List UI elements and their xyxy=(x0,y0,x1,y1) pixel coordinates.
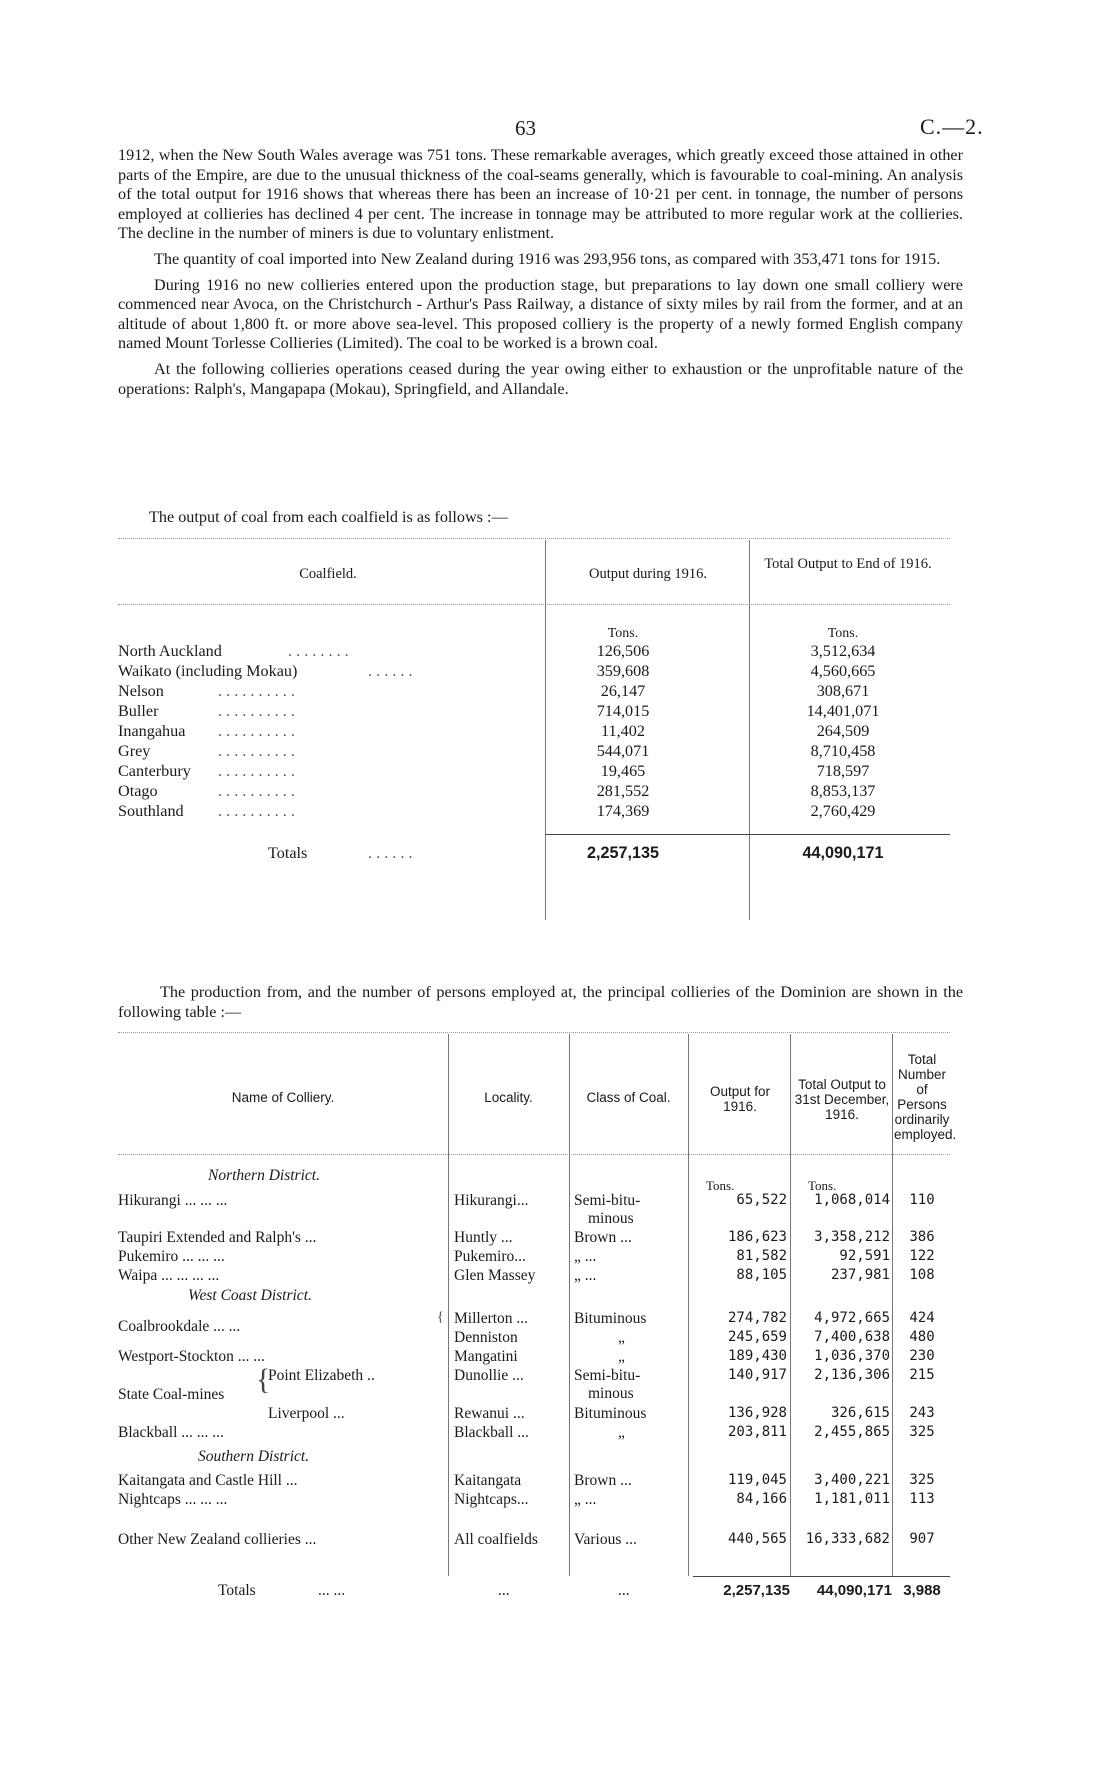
coalfield-name: North Auckland xyxy=(118,642,222,660)
section-west-coast: West Coast District. xyxy=(188,1287,312,1304)
locality: All coalfields xyxy=(454,1531,538,1548)
totals-total: 44,090,171 xyxy=(816,1582,892,1599)
table-row xyxy=(118,722,950,742)
table-row xyxy=(118,1472,950,1492)
persons-value: 424 xyxy=(909,1310,935,1326)
paragraph-3: During 1916 no new collieries entered upon the production stage, but preparations to lay down one small colliery were commenced near Avoca, on the Christchurch - Arthur's Pass Railway, a distance of sixty miles by rail from the former, and at an altitude of about 1,800 ft. or more above sea-level. This proposed colliery is the property of a newly formed English company named Mount Torlesse Collieries (Limited). The coal to be worked is a brown coal. xyxy=(118,275,963,353)
table-row xyxy=(118,1229,950,1249)
output-value: 189,430 xyxy=(727,1348,787,1364)
coal-class: Semi-bitu- xyxy=(574,1192,641,1209)
paragraph-2: The quantity of coal imported into New Zealand during 1916 was 293,956 tons, as compared with 353,471 tons for 1915. xyxy=(154,249,941,268)
table-rule xyxy=(118,1032,950,1033)
persons-value: 230 xyxy=(909,1348,935,1364)
persons-value: 113 xyxy=(909,1491,935,1507)
coal-class-cont: minous xyxy=(588,1385,634,1402)
coal-class: Various ... xyxy=(574,1531,637,1548)
table-row xyxy=(118,802,950,822)
header-coalfield: Coalfield. xyxy=(299,566,357,582)
header-rule xyxy=(118,1154,950,1155)
persons-value: 386 xyxy=(909,1229,935,1245)
table-row xyxy=(118,1424,950,1444)
totals-output: 2,257,135 xyxy=(723,1582,790,1599)
total-value: 2,136,306 xyxy=(814,1367,890,1383)
total-value: 3,512,634 xyxy=(810,642,876,660)
table-row xyxy=(118,642,950,662)
total-value: 2,760,429 xyxy=(810,802,876,820)
persons-value: 122 xyxy=(909,1248,935,1264)
output-value: 544,071 xyxy=(596,742,650,760)
locality: Millerton ... xyxy=(454,1310,529,1327)
persons-value: 325 xyxy=(909,1472,935,1488)
paragraph-4: At the following collieries operations ceased during the year owing either to exhaustion or the unprofitable nature of the operations: Ralph's, Mangapapa (Mokau), Springfield, and Allandale. xyxy=(118,359,963,398)
coalfield-output-table xyxy=(118,538,950,920)
table1-intro: The output of coal from each coalfield is as follows :— xyxy=(149,508,508,526)
output-value: 281,552 xyxy=(596,782,650,800)
coalfield-name: Waikato (including Mokau) xyxy=(118,662,298,680)
header-total: Total Output to End of 1916. xyxy=(764,556,932,572)
units-output: Tons. xyxy=(706,1178,735,1193)
totals-rule xyxy=(693,1576,950,1577)
leader-dots: . . . . . . xyxy=(368,844,413,862)
output-value: 140,917 xyxy=(727,1367,787,1383)
total-value: 16,333,682 xyxy=(805,1531,890,1547)
state-coal-mines-label: State Coal-mines xyxy=(118,1386,225,1403)
total-value: 237,981 xyxy=(830,1267,890,1283)
totals-persons: 3,988 xyxy=(903,1582,941,1599)
paragraph-1: 1912, when the New South Wales average was 751 tons. These remarkable averages, which greatly exceed those attained in other parts of the Empire, are due to the unusual thickness of the coal-seams generally, which is favourable to coal-mining. An analysis of the total output for 1916 shows that whereas there has been an increase of 10·21 per cent. in tonnage, the number of persons employed at collieries has declined 4 per cent. The increase in tonnage may be attributed to more regular work at the collieries. The decline in the number of miners is due to voluntary enlistment. xyxy=(118,146,963,243)
leader-dots: . . . . . . . . . . xyxy=(218,722,295,740)
colliery-name: Taupiri Extended and Ralph's ... xyxy=(118,1229,317,1246)
leader-dots: . . . . . . . . . . xyxy=(218,802,295,820)
coal-class: Bituminous xyxy=(574,1310,647,1327)
output-value: 19,465 xyxy=(600,762,646,780)
body-text xyxy=(118,146,963,405)
table-row xyxy=(118,1531,950,1551)
document-code: C.—2. xyxy=(920,114,984,139)
total-value: 14,401,071 xyxy=(806,702,880,720)
colliery-name: Pukemiro ... ... ... xyxy=(118,1248,225,1265)
header-persons: Total Number of Persons ordinarily employed. xyxy=(894,1052,957,1142)
table-row xyxy=(118,1348,950,1368)
table-row xyxy=(118,1248,950,1268)
leader-dots: . . . . . . . . . . xyxy=(218,702,295,720)
locality: Blackball ... xyxy=(454,1424,529,1441)
leader-dots: . . . . . . . . . . xyxy=(218,682,295,700)
colliery-name: Blackball ... ... ... xyxy=(118,1424,224,1441)
total-value: 4,972,665 xyxy=(814,1310,890,1326)
header-output: Output for 1916. xyxy=(709,1084,771,1114)
totals-class: ... xyxy=(618,1582,630,1599)
totals-row xyxy=(118,1582,950,1608)
output-value: 88,105 xyxy=(736,1267,787,1283)
locality: Denniston xyxy=(454,1329,518,1346)
table2-intro-text: The production from, and the number of persons employed at, the principal collieries of the Dominion are shown in the following table :— xyxy=(118,983,963,1021)
brace-icon: { xyxy=(256,1363,271,1396)
output-value: 84,166 xyxy=(736,1491,787,1507)
colliery-name: Hikurangi ... ... ... xyxy=(118,1192,228,1209)
table-row xyxy=(118,782,950,802)
header-total: Total Output to 31st December, 1916. xyxy=(794,1077,890,1122)
persons-value: 907 xyxy=(909,1531,935,1547)
header-class: Class of Coal. xyxy=(586,1090,671,1105)
totals-locality: ... xyxy=(498,1582,510,1599)
total-value: 8,710,458 xyxy=(810,742,876,760)
locality: Rewanui ... xyxy=(454,1405,525,1422)
coal-class: Bituminous xyxy=(574,1405,647,1422)
totals-label: Totals xyxy=(268,844,308,862)
output-value: 65,522 xyxy=(736,1192,787,1208)
persons-value: 480 xyxy=(909,1329,935,1345)
total-value: 3,358,212 xyxy=(814,1229,890,1245)
state-coal-mines-label-row xyxy=(118,1386,950,1406)
table-row xyxy=(118,702,950,722)
brace-icon: { xyxy=(437,1310,444,1325)
total-value: 2,455,865 xyxy=(814,1424,890,1440)
output-value: 26,147 xyxy=(600,682,646,700)
coal-class: „ xyxy=(618,1348,625,1365)
total-value: 92,591 xyxy=(839,1248,890,1264)
locality: Pukemiro... xyxy=(454,1248,526,1265)
page-number: 63 xyxy=(515,116,536,140)
colliery-name: Kaitangata and Castle Hill ... xyxy=(118,1472,298,1489)
output-value: 359,608 xyxy=(596,662,650,680)
table-rule xyxy=(118,538,950,539)
total-value: 308,671 xyxy=(816,682,870,700)
header-rule xyxy=(118,604,950,605)
colliery-name: Point Elizabeth .. xyxy=(268,1367,375,1384)
coalfield-name: Nelson xyxy=(118,682,164,700)
locality: Hikurangi... xyxy=(454,1192,529,1209)
output-value: 119,045 xyxy=(727,1472,787,1488)
units-total: Tons. xyxy=(827,626,859,641)
persons-value: 110 xyxy=(909,1192,935,1208)
output-value: 186,623 xyxy=(727,1229,787,1245)
output-value: 11,402 xyxy=(601,722,645,740)
persons-value: 325 xyxy=(909,1424,935,1440)
table-row xyxy=(118,762,950,782)
colliery-name: Westport-Stockton ... ... xyxy=(118,1348,265,1365)
locality: Mangatini xyxy=(454,1348,518,1365)
coal-class: „ xyxy=(618,1424,625,1441)
total-value: 326,615 xyxy=(830,1405,890,1421)
output-value: 174,369 xyxy=(596,802,650,820)
table-row xyxy=(118,1329,950,1349)
coalfield-name: Southland xyxy=(118,802,184,820)
units-total: Tons. xyxy=(808,1178,837,1193)
colliery-name: Other New Zealand collieries ... xyxy=(118,1531,317,1548)
totals-rule xyxy=(546,834,950,835)
output-value: 274,782 xyxy=(727,1310,787,1326)
coal-class: „ xyxy=(618,1329,625,1346)
locality: Glen Massey xyxy=(454,1267,536,1284)
locality: Kaitangata xyxy=(454,1472,522,1489)
colliery-name: Coalbrookdale ... ... xyxy=(118,1318,241,1335)
table2-intro xyxy=(118,983,963,1022)
locality: Huntly ... xyxy=(454,1229,513,1246)
leader-dots: . . . . . . . . . . xyxy=(218,762,295,780)
colliery-name: Nightcaps ... ... ... xyxy=(118,1491,228,1508)
persons-value: 215 xyxy=(909,1367,935,1383)
total-value: 1,036,370 xyxy=(814,1348,890,1364)
persons-value: 108 xyxy=(909,1267,935,1283)
coal-class: Brown ... xyxy=(574,1229,632,1246)
table-row xyxy=(118,1267,950,1287)
total-value: 7,400,638 xyxy=(814,1329,890,1345)
table-row xyxy=(118,662,950,682)
coalfield-name: Inangahua xyxy=(118,722,186,740)
totals-label: Totals xyxy=(218,1582,256,1599)
coalfield-name: Canterbury xyxy=(118,762,191,780)
totals-output: 2,257,135 xyxy=(586,844,659,862)
output-value: 136,928 xyxy=(727,1405,787,1421)
leader-dots: . . . . . . . . xyxy=(288,642,349,660)
total-value: 264,509 xyxy=(816,722,870,740)
total-value: 718,597 xyxy=(816,762,870,780)
output-value: 714,015 xyxy=(596,702,650,720)
header-output: Output during 1916. xyxy=(588,566,707,582)
locality: Nightcaps... xyxy=(454,1491,529,1508)
coalfield-name: Grey xyxy=(118,742,151,760)
coal-class: „ ... xyxy=(574,1491,597,1508)
output-value: 81,582 xyxy=(736,1248,787,1264)
total-value: 3,400,221 xyxy=(814,1472,890,1488)
table-row xyxy=(118,1310,950,1335)
leader-dots: . . . . . . . . . . xyxy=(218,742,295,760)
coal-class: „ ... xyxy=(574,1267,597,1284)
coalfield-name: Otago xyxy=(118,782,158,800)
collieries-table xyxy=(118,1032,957,1602)
colliery-name: Waipa ... ... ... ... xyxy=(118,1267,220,1284)
total-value: 1,068,014 xyxy=(814,1192,890,1208)
coal-class-cont: minous xyxy=(588,1210,634,1227)
header-colliery: Name of Colliery. xyxy=(231,1090,335,1105)
leader-dots: . . . . . . xyxy=(368,662,413,680)
coalfield-name: Buller xyxy=(118,702,159,720)
header-locality: Locality. xyxy=(484,1090,533,1105)
coal-class: Semi-bitu- xyxy=(574,1367,641,1384)
output-value: 126,506 xyxy=(596,642,650,660)
total-value: 1,181,011 xyxy=(814,1491,890,1507)
table-row xyxy=(118,1405,950,1425)
leader-dots: ... ... xyxy=(318,1582,346,1599)
table-row xyxy=(118,1192,950,1227)
total-value: 8,853,137 xyxy=(810,782,876,800)
output-value: 245,659 xyxy=(727,1329,787,1345)
units-output: Tons. xyxy=(607,626,639,641)
colliery-name: Liverpool ... xyxy=(268,1405,345,1422)
coal-class: Brown ... xyxy=(574,1472,632,1489)
coal-class: „ ... xyxy=(574,1248,597,1265)
table-row xyxy=(118,682,950,702)
section-northern: Northern District. xyxy=(208,1167,320,1184)
persons-value: 243 xyxy=(909,1405,935,1421)
output-value: 203,811 xyxy=(727,1424,787,1440)
leader-dots: . . . . . . . . . . xyxy=(218,782,295,800)
table-row xyxy=(118,742,950,762)
totals-total: 44,090,171 xyxy=(802,844,884,862)
locality: Dunollie ... xyxy=(454,1367,524,1384)
output-value: 440,565 xyxy=(727,1531,787,1547)
totals-row xyxy=(118,844,950,864)
table-row xyxy=(118,1491,950,1511)
total-value: 4,560,665 xyxy=(810,662,876,680)
section-southern: Southern District. xyxy=(198,1448,310,1465)
